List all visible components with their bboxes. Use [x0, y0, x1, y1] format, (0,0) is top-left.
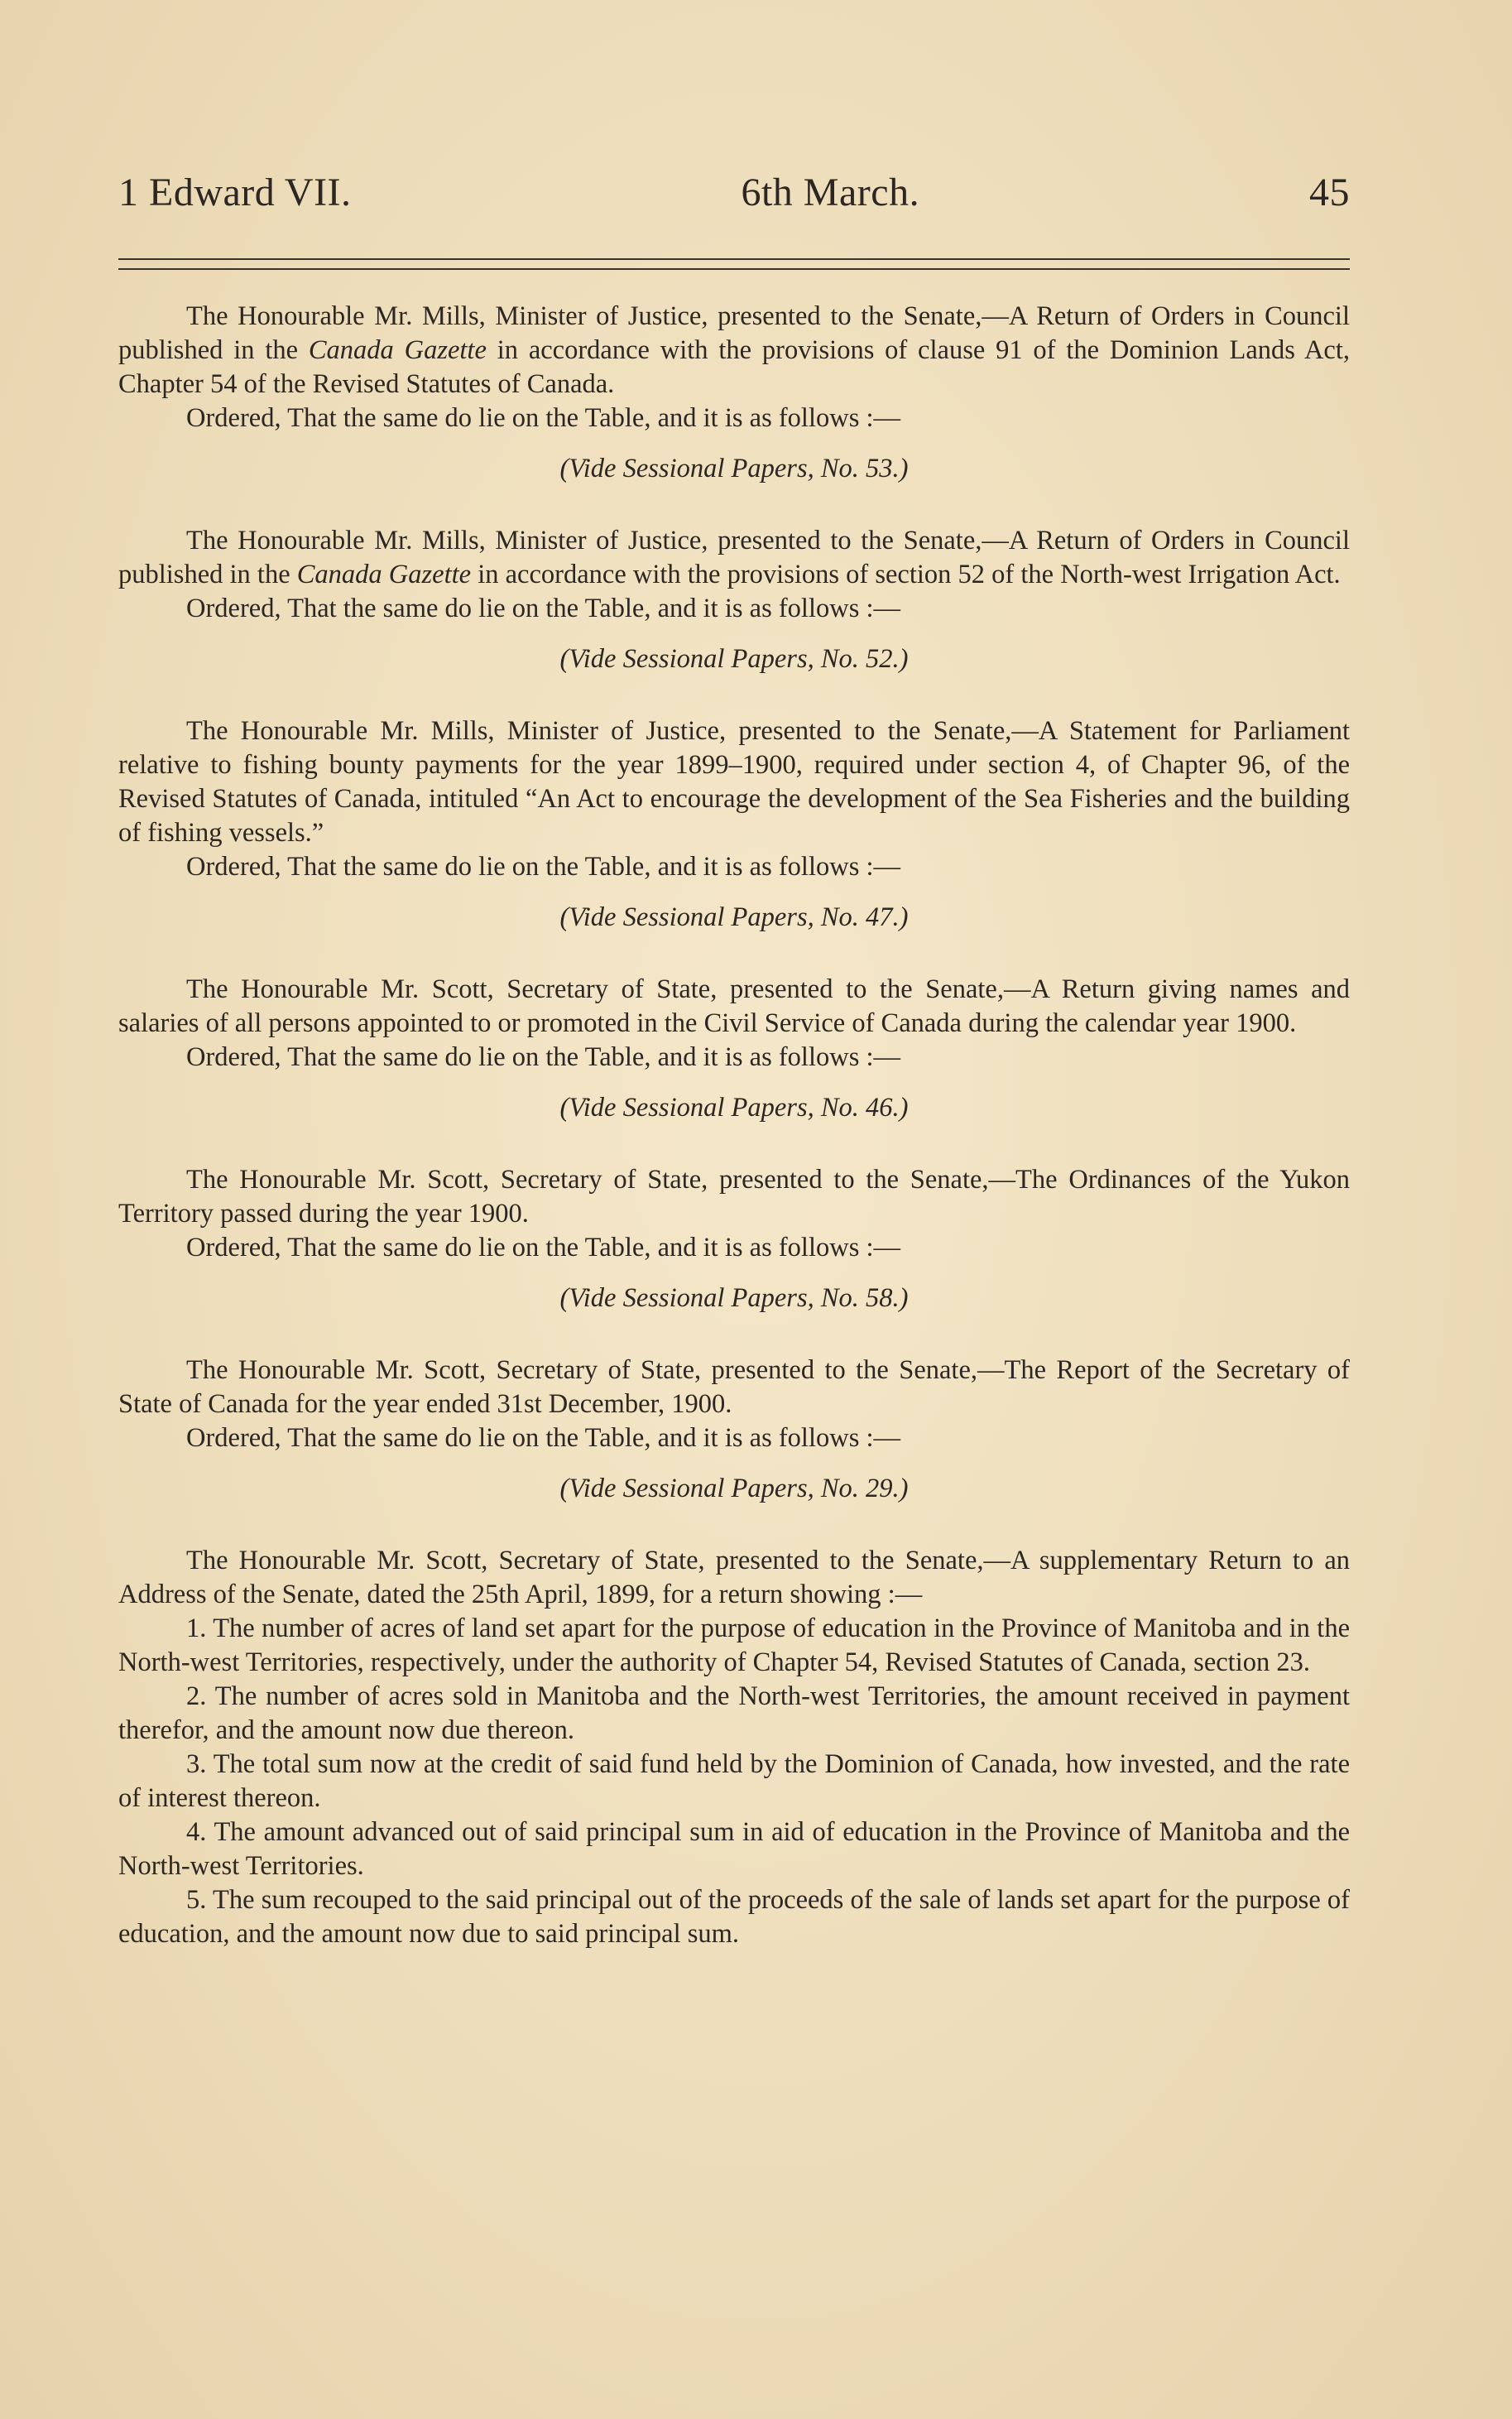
header-regnal-year: 1 Edward VII. — [118, 171, 352, 214]
entry-1-sessional-ref: (Vide Sessional Papers, No. 53.) — [559, 454, 909, 483]
header-double-rule — [118, 258, 1350, 270]
entry-4-sessional-ref: (Vide Sessional Papers, No. 46.) — [559, 1093, 909, 1123]
entry-4-text: The Honourable Mr. Scott, Secretary of State, presented to the Senate,—A Return giving names and salaries of all persons appointed to or promoted in the Civil Service of Canada during the calendar year 1900. — [118, 974, 1350, 1038]
entry-5-sessional-ref: (Vide Sessional Papers, No. 58.) — [559, 1283, 909, 1313]
entry-6-ordered: Ordered, That the same do lie on the Table, and it is as follows :— — [186, 1423, 900, 1453]
return-item-5: 5. The sum recouped to the said principal out of the proceeds of the sale of lands set apart for the purpose of education, and the amount now due to said principal sum. — [118, 1885, 1350, 1949]
entry-5-ordered: Ordered, That the same do lie on the Table, and it is as follows :— — [186, 1233, 900, 1262]
page-number: 45 — [1309, 171, 1350, 214]
entry-3-text: The Honourable Mr. Mills, Minister of Justice, presented to the Senate,—A Statement for Parliament relative to fishing bounty payments for the year 1899–1900, required under section 4, of Chapter 96, of the Revised Statutes of Canada, intituled “An Act to encourage the development of the Sea Fisheries and the building of fishing vessels.” — [118, 716, 1350, 848]
entry-2-text: The Honourable Mr. Mills, Minister of Justice, presented to the Senate,—A Return of Orders in Council published in the Canada Gazette in accordance with the provisions of section 52 of the North-west Irrigation Act. — [118, 526, 1350, 589]
entry-3-ordered: Ordered, That the same do lie on the Table, and it is as follows :— — [186, 852, 900, 882]
journal-body — [118, 300, 1350, 1951]
entry-7-text: The Honourable Mr. Scott, Secretary of State, presented to the Senate,—A supplementary Return to an Address of the Senate, dated the 25th April, 1899, for a return showing :— — [118, 1546, 1350, 1609]
header-date: 6th March. — [741, 171, 920, 214]
entry-6-sessional-ref: (Vide Sessional Papers, No. 29.) — [559, 1474, 909, 1503]
return-item-4: 4. The amount advanced out of said principal sum in aid of education in the Province of Manitoba and the North-west Territories. — [118, 1817, 1350, 1881]
entry-4-ordered: Ordered, That the same do lie on the Table, and it is as follows :— — [186, 1042, 900, 1072]
return-item-2: 2. The number of acres sold in Manitoba and the North-west Territories, the amount received in payment therefor, and the amount now due thereon. — [118, 1681, 1350, 1745]
running-header — [118, 170, 1350, 215]
entry-5-text: The Honourable Mr. Scott, Secretary of State, presented to the Senate,—The Ordinances of the Yukon Territory passed during the year 1900. — [118, 1165, 1350, 1229]
entry-1-ordered: Ordered, That the same do lie on the Table, and it is as follows :— — [186, 403, 900, 433]
entry-1-text: The Honourable Mr. Mills, Minister of Justice, presented to the Senate,—A Return of Orders in Council published in the Canada Gazette in accordance with the provisions of clause 91 of the Dominion Lands Act, Chapter 54 of the Revised Statutes of Canada. — [118, 301, 1350, 399]
entry-2-sessional-ref: (Vide Sessional Papers, No. 52.) — [559, 644, 909, 674]
return-item-1: 1. The number of acres of land set apart for the purpose of education in the Province of Manitoba and in the North-west Territories, respectively, under the authority of Chapter 54, Revised Statutes of Canada, section 23. — [118, 1613, 1350, 1677]
entry-3-sessional-ref: (Vide Sessional Papers, No. 47.) — [559, 902, 909, 932]
entry-2-ordered: Ordered, That the same do lie on the Table, and it is as follows :— — [186, 594, 900, 623]
return-item-3: 3. The total sum now at the credit of said fund held by the Dominion of Canada, how invested, and the rate of interest thereon. — [118, 1749, 1350, 1813]
entry-6-text: The Honourable Mr. Scott, Secretary of State, presented to the Senate,—The Report of the Secretary of State of Canada for the year ended 31st December, 1900. — [118, 1355, 1350, 1419]
